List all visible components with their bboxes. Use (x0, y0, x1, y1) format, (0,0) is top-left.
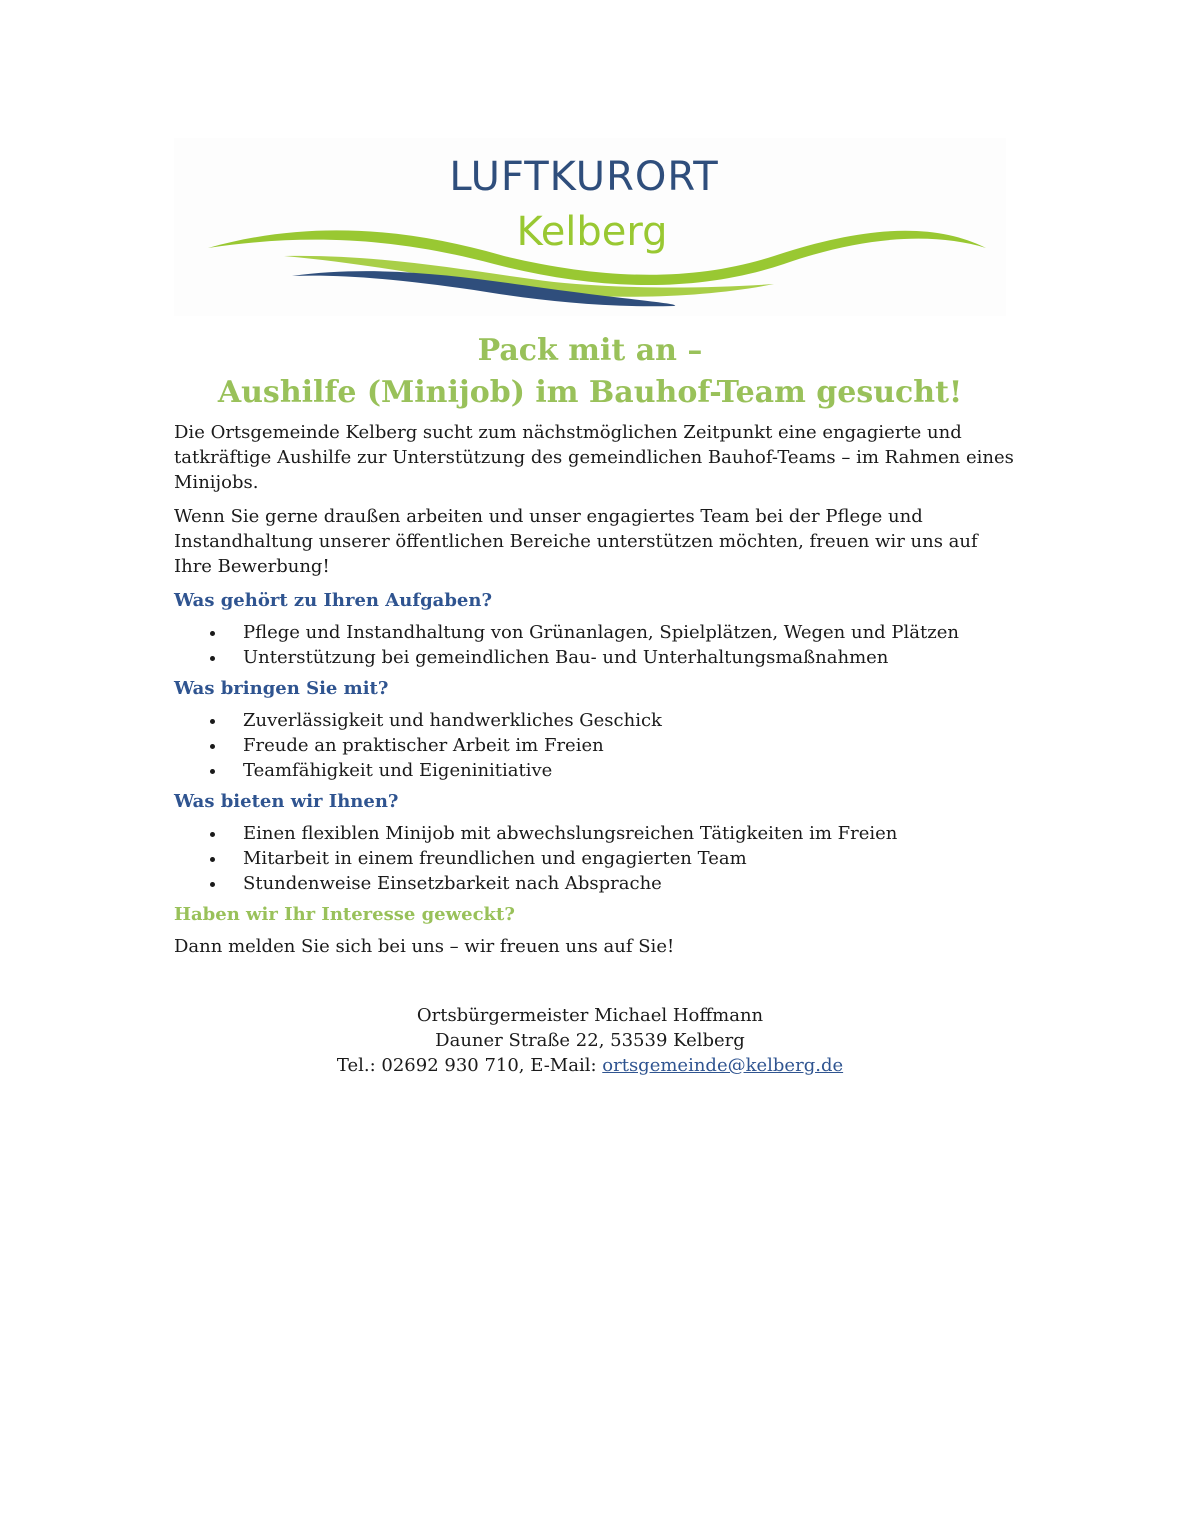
list-item-text: Einen flexiblen Minijob mit abwechslungsreichen Tätigkeiten im Freien (243, 823, 898, 844)
list-item-text: Teamfähigkeit und Eigeninitiative (243, 760, 553, 781)
list-item (174, 620, 1014, 645)
tasks-list (174, 620, 1014, 670)
list-item-text: Stundenweise Einsetzbarkeit nach Absprache (243, 873, 662, 894)
headline (174, 330, 1006, 414)
section-heading-offer: Was bieten wir Ihnen? (174, 791, 399, 812)
bullet-icon (210, 832, 215, 837)
bullet-icon (210, 769, 215, 774)
job-description (174, 420, 1014, 968)
list-item (174, 871, 1014, 896)
closing-text: Dann melden Sie sich bei uns – wir freuen uns auf Sie! (174, 936, 675, 957)
bullet-icon (210, 744, 215, 749)
logo-text-kelberg: Kelberg (516, 209, 668, 255)
headline-line-1: Pack mit an – (477, 333, 703, 368)
list-item (174, 846, 1014, 871)
bullet-icon (210, 719, 215, 724)
contact-name: Ortsbürgermeister Michael Hoffmann (416, 1005, 764, 1026)
logo-text-luftkurort: LUFTKURORT (449, 154, 719, 200)
bullet-icon (210, 656, 215, 661)
section-heading-requirements: Was bringen Sie mit? (174, 678, 389, 699)
headline-line-2: Aushilfe (Minijob) im Bauhof-Team gesucht! (217, 375, 963, 410)
list-item (174, 821, 1014, 846)
offer-list (174, 821, 1014, 896)
requirements-list (174, 708, 1014, 783)
list-item-text: Mitarbeit in einem freundlichen und engagierten Team (243, 848, 747, 869)
contact-phone: Tel.: 02692 930 710, E-Mail: (336, 1055, 603, 1076)
list-item (174, 758, 1014, 783)
logo-graphic (174, 138, 1006, 316)
intro-paragraph-2: Wenn Sie gerne draußen arbeiten und unser engagiertes Team bei der Pflege und Instandhaltung unserer öffentlichen Bereiche unterstützen möchten, freuen wir uns auf Ihre Bewerbung! (174, 506, 978, 577)
intro-paragraph-1: Die Ortsgemeinde Kelberg sucht zum nächstmöglichen Zeitpunkt eine engagierte und tatkräftige Aushilfe zur Unterstützung des gemeindlichen Bauhof-Teams – im Rahmen eines Minijobs. (174, 422, 1014, 493)
list-item (174, 733, 1014, 758)
list-item-text: Unterstützung bei gemeindlichen Bau- und Unterhaltungsmaßnahmen (243, 647, 889, 668)
contact-block (174, 1003, 1006, 1078)
section-heading-tasks: Was gehört zu Ihren Aufgaben? (174, 590, 492, 611)
bullet-icon (210, 857, 215, 862)
contact-phone-email (174, 1053, 1006, 1078)
bullet-icon (210, 631, 215, 636)
bullet-icon (210, 882, 215, 887)
luftkurort-kelberg-logo (174, 138, 1006, 316)
list-item (174, 708, 1014, 733)
list-item (174, 645, 1014, 670)
list-item-text: Zuverlässigkeit und handwerkliches Geschick (243, 710, 662, 731)
email-link[interactable]: ortsgemeinde@kelberg.de (602, 1055, 844, 1076)
section-heading-interest: Haben wir Ihr Interesse geweckt? (174, 904, 515, 925)
list-item-text: Freude an praktischer Arbeit im Freien (243, 735, 604, 756)
contact-address: Dauner Straße 22, 53539 Kelberg (435, 1030, 745, 1051)
list-item-text: Pflege und Instandhaltung von Grünanlagen, Spielplätzen, Wegen und Plätzen (243, 622, 959, 643)
